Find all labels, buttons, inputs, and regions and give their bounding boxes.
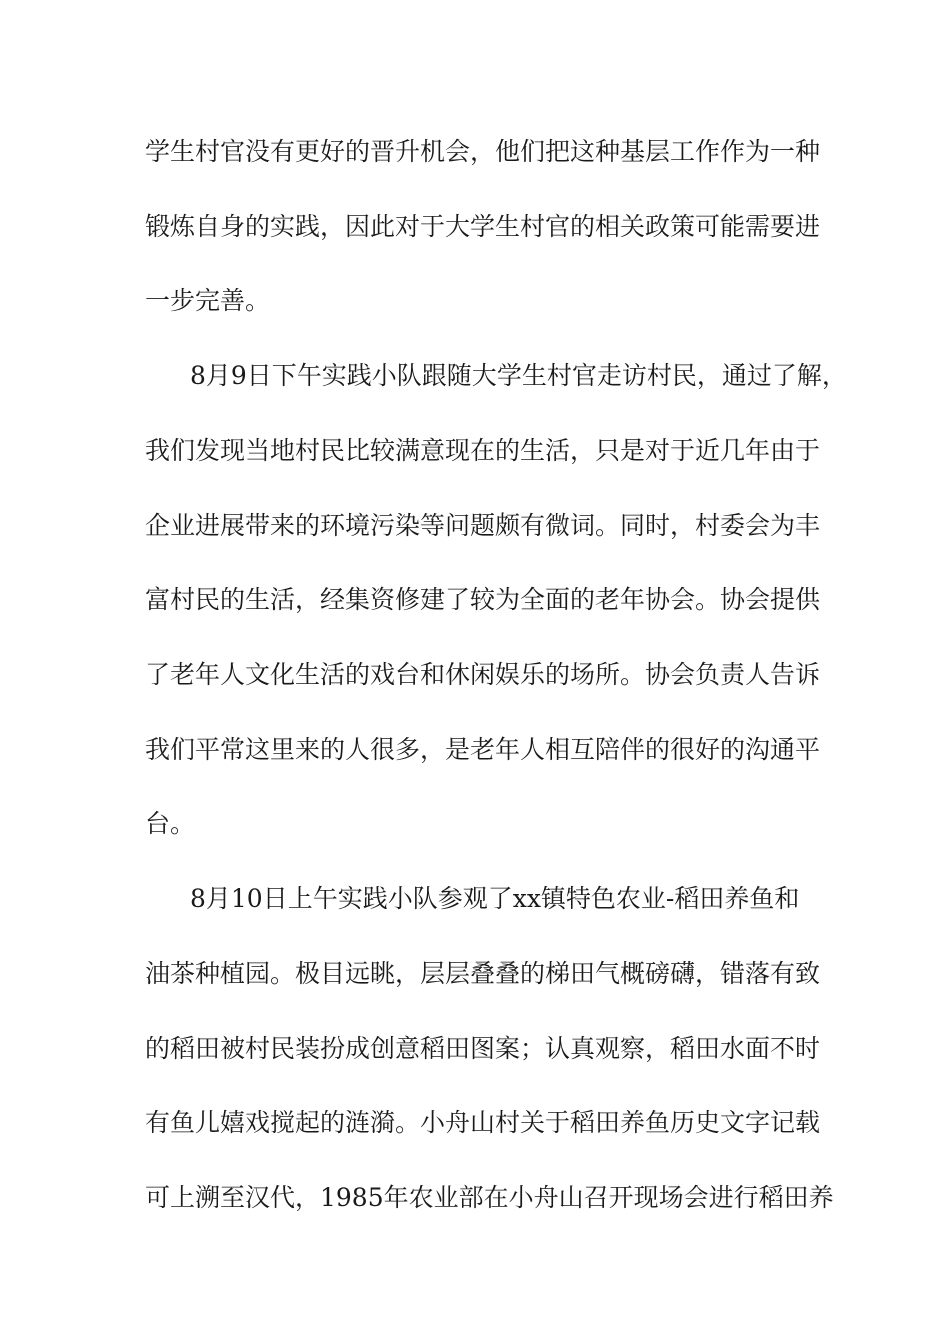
paragraph-1-line-1: 学生村官没有更好的晋升机会，他们把这种基层工作作为一种 [145,137,821,166]
paragraph-3-line-2: 油茶种植园。极目远眺，层层叠叠的梯田气概磅礴，错落有致 [145,959,821,988]
paragraph-1-line-2: 锻炼自身的实践，因此对于大学生村官的相关政策可能需要进 [145,212,821,241]
paragraph-2-line-2: 我们发现当地村民比较满意现在的生活，只是对于近几年由于 [145,436,821,465]
paragraph-2-line-7: 台。 [145,809,196,838]
paragraph-3-line-3: 的稻田被村民装扮成创意稻田图案；认真观察，稻田水面不时 [145,1034,821,1063]
paragraph-2-line-3: 企业进展带来的环境污染等问题颇有微词。同时，村委会为丰 [145,511,821,540]
paragraph-2-line-6: 我们平常这里来的人很多，是老年人相互陪伴的很好的沟通平 [145,735,821,764]
paragraph-3-line-1: 8月10日上午实践小队参观了xx镇特色农业-稻田养鱼和 [190,884,800,913]
paragraph-3-line-4: 有鱼儿嬉戏搅起的涟漪。小舟山村关于稻田养鱼历史文字记载 [145,1108,821,1137]
paragraph-2-line-5: 了老年人文化生活的戏台和休闲娱乐的场所。协会负责人告诉 [145,660,821,689]
paragraph-1-line-3: 一步完善。 [145,286,271,315]
paragraph-2-line-1: 8月9日下午实践小队跟随大学生村官走访村民，通过了解， [190,361,847,390]
paragraph-3-line-5: 可上溯至汉代，1985年农业部在小舟山召开现场会进行稻田养 [145,1183,834,1212]
paragraph-2-line-4: 富村民的生活，经集资修建了较为全面的老年协会。协会提供 [145,585,821,614]
